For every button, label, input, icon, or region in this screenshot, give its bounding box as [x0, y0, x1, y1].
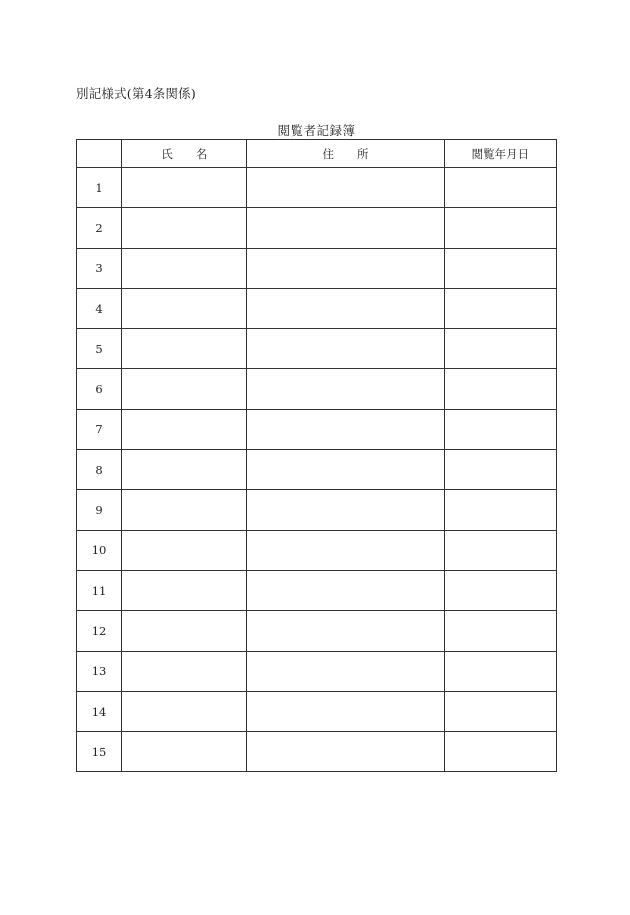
table-row — [77, 450, 557, 490]
table-header — [77, 140, 557, 168]
row-number-cell: 12 — [77, 611, 122, 651]
address-cell[interactable] — [247, 691, 444, 731]
table-row — [77, 208, 557, 248]
name-cell[interactable] — [122, 168, 247, 208]
date-cell[interactable] — [444, 168, 556, 208]
date-cell[interactable] — [444, 490, 556, 530]
name-cell[interactable] — [122, 732, 247, 772]
address-cell[interactable] — [247, 409, 444, 449]
address-cell[interactable] — [247, 369, 444, 409]
table-row — [77, 691, 557, 731]
row-number-cell: 1 — [77, 168, 122, 208]
date-cell[interactable] — [444, 288, 556, 328]
name-cell[interactable] — [122, 691, 247, 731]
table-row — [77, 168, 557, 208]
address-cell[interactable] — [247, 651, 444, 691]
document-title: 閲覧者記録簿 — [277, 123, 356, 138]
address-cell[interactable] — [247, 450, 444, 490]
date-cell[interactable] — [444, 329, 556, 369]
date-cell[interactable] — [444, 530, 556, 570]
table-row — [77, 732, 557, 772]
form-label: 別記様式(第4条関係) — [76, 86, 196, 101]
table-row — [77, 530, 557, 570]
address-cell[interactable] — [247, 208, 444, 248]
address-cell[interactable] — [247, 611, 444, 651]
address-cell[interactable] — [247, 490, 444, 530]
name-cell[interactable] — [122, 288, 247, 328]
address-cell[interactable] — [247, 248, 444, 288]
table-row — [77, 369, 557, 409]
name-cell[interactable] — [122, 490, 247, 530]
table-body — [77, 168, 557, 772]
address-cell[interactable] — [247, 570, 444, 610]
date-cell[interactable] — [444, 570, 556, 610]
name-cell[interactable] — [122, 248, 247, 288]
name-cell[interactable] — [122, 611, 247, 651]
row-number-cell: 14 — [77, 691, 122, 731]
table-row — [77, 329, 557, 369]
date-cell[interactable] — [444, 450, 556, 490]
address-cell[interactable] — [247, 530, 444, 570]
name-cell[interactable] — [122, 369, 247, 409]
address-cell[interactable] — [247, 732, 444, 772]
table-row — [77, 570, 557, 610]
row-number-cell: 7 — [77, 409, 122, 449]
row-number-cell: 9 — [77, 490, 122, 530]
row-number-cell: 2 — [77, 208, 122, 248]
row-number-cell: 8 — [77, 450, 122, 490]
header-name: 氏 名 — [122, 140, 247, 168]
table-row — [77, 288, 557, 328]
date-cell[interactable] — [444, 369, 556, 409]
table-row — [77, 409, 557, 449]
table-row — [77, 490, 557, 530]
row-number-cell: 13 — [77, 651, 122, 691]
address-cell[interactable] — [247, 168, 444, 208]
address-cell[interactable] — [247, 329, 444, 369]
address-cell[interactable] — [247, 288, 444, 328]
name-cell[interactable] — [122, 409, 247, 449]
visitor-register-table — [76, 139, 557, 772]
header-number — [77, 140, 122, 168]
row-number-cell: 6 — [77, 369, 122, 409]
date-cell[interactable] — [444, 208, 556, 248]
date-cell[interactable] — [444, 611, 556, 651]
row-number-cell: 4 — [77, 288, 122, 328]
name-cell[interactable] — [122, 450, 247, 490]
name-cell[interactable] — [122, 208, 247, 248]
name-cell[interactable] — [122, 530, 247, 570]
table-row — [77, 248, 557, 288]
date-cell[interactable] — [444, 691, 556, 731]
name-cell[interactable] — [122, 329, 247, 369]
date-cell[interactable] — [444, 248, 556, 288]
row-number-cell: 10 — [77, 530, 122, 570]
header-address: 住 所 — [247, 140, 444, 168]
date-cell[interactable] — [444, 732, 556, 772]
name-cell[interactable] — [122, 570, 247, 610]
row-number-cell: 5 — [77, 329, 122, 369]
header-date: 閲覧年月日 — [444, 140, 556, 168]
row-number-cell: 3 — [77, 248, 122, 288]
date-cell[interactable] — [444, 651, 556, 691]
date-cell[interactable] — [444, 409, 556, 449]
table-row — [77, 651, 557, 691]
header-row — [77, 140, 557, 168]
row-number-cell: 15 — [77, 732, 122, 772]
name-cell[interactable] — [122, 651, 247, 691]
table-row — [77, 611, 557, 651]
row-number-cell: 11 — [77, 570, 122, 610]
